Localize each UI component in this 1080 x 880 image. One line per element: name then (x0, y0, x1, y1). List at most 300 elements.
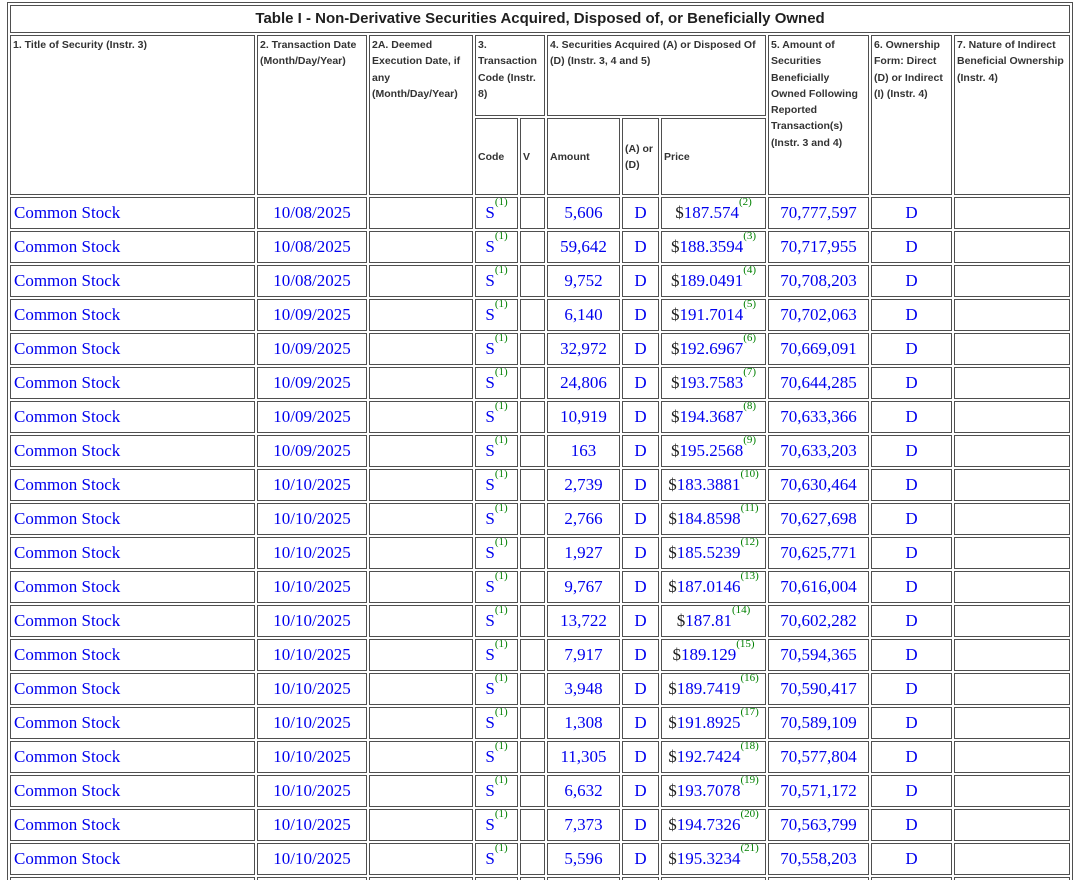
price-cell (661, 843, 766, 875)
transaction-code-cell (475, 741, 518, 773)
shares-owned-following: 70,669,091 (780, 339, 857, 358)
acquired-disposed-code: D (634, 203, 647, 222)
nature-of-ownership-cell (954, 299, 1070, 331)
amount-cell (547, 741, 620, 773)
ownership-form-cell (871, 401, 952, 433)
price-footnote-ref[interactable]: (2) (738, 197, 752, 209)
transaction-date: 10/10/2025 (273, 509, 351, 528)
shares-owned-cell (768, 333, 869, 365)
ownership-form-code: D (905, 237, 918, 256)
security-title-cell (10, 571, 255, 603)
transaction-code: S (485, 713, 495, 732)
shares-owned-cell (768, 537, 869, 569)
deemed-execution-date-cell (369, 809, 473, 841)
deemed-execution-date-cell (369, 707, 473, 739)
deemed-execution-date-cell (369, 673, 473, 705)
table-row (10, 605, 1070, 637)
shares-amount: 9,752 (564, 271, 603, 290)
transaction-code: S (485, 849, 495, 868)
transaction-code: S (485, 679, 495, 698)
table-body (10, 197, 1070, 875)
price-value: 187.81 (685, 611, 732, 630)
voluntary-cell (520, 265, 545, 297)
price-cell (661, 367, 766, 399)
security-title-cell (10, 809, 255, 841)
code-footnote-ref[interactable]: (1) (494, 265, 508, 277)
price-value: 195.3234 (676, 849, 741, 868)
transaction-date-cell (257, 401, 367, 433)
table-row (10, 333, 1070, 365)
transaction-date: 10/09/2025 (273, 373, 351, 392)
ownership-form-cell (871, 197, 952, 229)
transaction-date-cell (257, 571, 367, 603)
transaction-code-cell (475, 605, 518, 637)
transaction-date: 10/10/2025 (273, 475, 351, 494)
security-title-cell (10, 775, 255, 807)
shares-owned-following: 70,558,203 (780, 849, 857, 868)
code-footnote-ref[interactable]: (1) (494, 231, 508, 243)
code-footnote-ref[interactable]: (1) (494, 537, 508, 549)
shares-owned-cell (768, 503, 869, 535)
ownership-form-code: D (905, 543, 918, 562)
price-footnote-ref[interactable]: (15) (736, 639, 755, 651)
security-title: Common Stock (14, 203, 121, 222)
transaction-date-cell (257, 707, 367, 739)
shares-amount: 59,642 (560, 237, 607, 256)
price-cell (661, 639, 766, 671)
shares-owned-cell (768, 741, 869, 773)
transaction-date: 10/10/2025 (273, 713, 351, 732)
acquired-disposed-code: D (634, 645, 647, 664)
transaction-code: S (485, 577, 495, 596)
ownership-form-code: D (905, 747, 918, 766)
price-footnote-ref[interactable]: (4) (743, 265, 757, 277)
table-row (10, 401, 1070, 433)
shares-owned-cell (768, 673, 869, 705)
ownership-form-code: D (905, 713, 918, 732)
dollar-sign: $ (668, 713, 677, 732)
transaction-code: S (485, 339, 495, 358)
acquired-disposed-code: D (634, 271, 647, 290)
acquired-disposed-code: D (634, 577, 647, 596)
ownership-form-code: D (905, 441, 918, 460)
ownership-form-code: D (905, 373, 918, 392)
security-title: Common Stock (14, 441, 121, 460)
ownership-form-cell (871, 707, 952, 739)
security-title: Common Stock (14, 849, 121, 868)
price-value: 185.5239 (676, 543, 741, 562)
nature-of-ownership-cell (954, 469, 1070, 501)
transaction-code-cell (475, 843, 518, 875)
security-title: Common Stock (14, 679, 121, 698)
deemed-execution-date-cell (369, 265, 473, 297)
table-row (10, 435, 1070, 467)
amount-cell (547, 333, 620, 365)
col-header-nature-of-indirect: 7. Nature of Indirect Beneficial Ownership (Instr. 4) (954, 35, 1070, 195)
ownership-form-cell (871, 469, 952, 501)
acquired-disposed-cell (622, 401, 659, 433)
acquired-disposed-code: D (634, 611, 647, 630)
acquired-disposed-cell (622, 537, 659, 569)
security-title: Common Stock (14, 271, 121, 290)
shares-amount: 9,767 (564, 577, 603, 596)
price-value: 192.7424 (676, 747, 741, 766)
code-footnote-ref[interactable]: (1) (494, 707, 508, 719)
voluntary-cell (520, 367, 545, 399)
transaction-code-cell (475, 707, 518, 739)
shares-owned-cell (768, 401, 869, 433)
voluntary-cell (520, 401, 545, 433)
table-row (10, 299, 1070, 331)
ownership-form-code: D (905, 781, 918, 800)
table-row (10, 741, 1070, 773)
acquired-disposed-code: D (634, 679, 647, 698)
subheader-a-or-d: (A) or (D) (622, 118, 659, 195)
price-footnote-ref[interactable]: (9) (743, 435, 757, 447)
col-header-transaction-date: 2. Transaction Date (Month/Day/Year) (257, 35, 367, 195)
amount-cell (547, 469, 620, 501)
transaction-date: 10/10/2025 (273, 815, 351, 834)
table-row (10, 639, 1070, 671)
dollar-sign: $ (668, 815, 677, 834)
transaction-date-cell (257, 197, 367, 229)
nature-of-ownership-cell (954, 605, 1070, 637)
price-cell (661, 707, 766, 739)
acquired-disposed-cell (622, 231, 659, 263)
transaction-code-cell (475, 537, 518, 569)
col-header-securities-acquired-disposed: 4. Securities Acquired (A) or Disposed Of (D) (Instr. 3, 4 and 5) (547, 35, 766, 116)
transaction-code: S (485, 747, 495, 766)
dollar-sign: $ (670, 271, 680, 290)
transaction-date-cell (257, 809, 367, 841)
code-footnote-ref[interactable]: (1) (494, 333, 508, 345)
ownership-form-cell (871, 299, 952, 331)
transaction-date: 10/09/2025 (273, 407, 351, 426)
price-footnote-ref[interactable]: (5) (743, 299, 757, 311)
nature-of-ownership-cell (954, 707, 1070, 739)
shares-owned-following: 70,633,366 (780, 407, 857, 426)
table-row (10, 809, 1070, 841)
transaction-code: S (485, 203, 495, 222)
transaction-code-cell (475, 571, 518, 603)
nature-of-ownership-cell (954, 333, 1070, 365)
price-value: 189.129 (680, 645, 737, 664)
table-row (10, 537, 1070, 569)
table-row (10, 775, 1070, 807)
acquired-disposed-code: D (634, 373, 647, 392)
deemed-execution-date-cell (369, 605, 473, 637)
dollar-sign: $ (670, 305, 680, 324)
shares-amount: 5,606 (564, 203, 603, 222)
table-title: Table I - Non-Derivative Securities Acquired, Disposed of, or Beneficially Owned (10, 5, 1070, 33)
transaction-date: 10/09/2025 (273, 441, 351, 460)
price-footnote-ref[interactable]: (11) (740, 503, 759, 515)
security-title: Common Stock (14, 305, 121, 324)
transaction-date: 10/08/2025 (273, 271, 351, 290)
amount-cell (547, 299, 620, 331)
shares-owned-cell (768, 231, 869, 263)
security-title: Common Stock (14, 509, 121, 528)
table-row (10, 367, 1070, 399)
security-title-cell (10, 707, 255, 739)
transaction-date-cell (257, 435, 367, 467)
security-title: Common Stock (14, 475, 121, 494)
voluntary-cell (520, 333, 545, 365)
deemed-execution-date-cell (369, 469, 473, 501)
voluntary-cell (520, 809, 545, 841)
dollar-sign: $ (670, 407, 680, 426)
ownership-form-cell (871, 639, 952, 671)
nature-of-ownership-cell (954, 265, 1070, 297)
nature-of-ownership-cell (954, 673, 1070, 705)
shares-amount: 13,722 (560, 611, 607, 630)
transaction-code-cell (475, 367, 518, 399)
deemed-execution-date-cell (369, 197, 473, 229)
shares-owned-following: 70,616,004 (780, 577, 857, 596)
nature-of-ownership-cell (954, 741, 1070, 773)
transaction-code: S (485, 509, 495, 528)
price-footnote-ref[interactable]: (19) (740, 775, 759, 787)
acquired-disposed-cell (622, 197, 659, 229)
acquired-disposed-code: D (634, 339, 647, 358)
transaction-code: S (485, 407, 495, 426)
security-title-cell (10, 197, 255, 229)
code-footnote-ref[interactable]: (1) (494, 673, 508, 685)
code-footnote-ref[interactable]: (1) (494, 503, 508, 515)
voluntary-cell (520, 469, 545, 501)
price-footnote-ref[interactable]: (16) (740, 673, 759, 685)
security-title: Common Stock (14, 747, 121, 766)
deemed-execution-date-cell (369, 571, 473, 603)
subheader-code: Code (475, 118, 518, 195)
transaction-date-cell (257, 231, 367, 263)
amount-cell (547, 809, 620, 841)
dollar-sign: $ (670, 441, 680, 460)
nature-of-ownership-cell (954, 503, 1070, 535)
ownership-form-cell (871, 673, 952, 705)
price-footnote-ref[interactable]: (8) (743, 401, 757, 413)
transaction-code-cell (475, 639, 518, 671)
acquired-disposed-code: D (634, 237, 647, 256)
shares-owned-following: 70,589,109 (780, 713, 857, 732)
shares-owned-cell (768, 707, 869, 739)
security-title-cell (10, 469, 255, 501)
ownership-form-code: D (905, 339, 918, 358)
acquired-disposed-cell (622, 435, 659, 467)
price-cell (661, 197, 766, 229)
amount-cell (547, 639, 620, 671)
transaction-date-cell (257, 503, 367, 535)
dollar-sign: $ (668, 747, 677, 766)
security-title-cell (10, 537, 255, 569)
code-footnote-ref[interactable]: (1) (494, 367, 508, 379)
acquired-disposed-code: D (634, 441, 647, 460)
shares-amount: 7,917 (564, 645, 603, 664)
shares-amount: 6,140 (564, 305, 603, 324)
security-title: Common Stock (14, 237, 121, 256)
shares-owned-following: 70,625,771 (780, 543, 857, 562)
price-footnote-ref[interactable]: (7) (743, 367, 757, 379)
amount-cell (547, 231, 620, 263)
ownership-form-cell (871, 231, 952, 263)
price-cell (661, 435, 766, 467)
table-title-row (10, 5, 1070, 33)
security-title-cell (10, 639, 255, 671)
dollar-sign: $ (670, 237, 680, 256)
col-header-deemed-execution-date: 2A. Deemed Execution Date, if any (Month/Day/Year) (369, 35, 473, 195)
price-footnote-ref[interactable]: (6) (743, 333, 757, 345)
acquired-disposed-code: D (634, 407, 647, 426)
code-footnote-ref[interactable]: (1) (494, 299, 508, 311)
acquired-disposed-cell (622, 775, 659, 807)
price-footnote-ref[interactable]: (14) (731, 605, 751, 617)
price-footnote-ref[interactable]: (3) (743, 231, 757, 243)
transaction-date: 10/10/2025 (273, 747, 351, 766)
dollar-sign: $ (676, 611, 686, 630)
price-cell (661, 809, 766, 841)
shares-amount: 2,766 (564, 509, 603, 528)
price-footnote-ref[interactable]: (13) (740, 571, 759, 583)
voluntary-cell (520, 537, 545, 569)
shares-owned-following: 70,777,597 (780, 203, 857, 222)
price-value: 193.7078 (676, 781, 741, 800)
dollar-sign: $ (672, 645, 681, 664)
price-value: 189.7419 (676, 679, 741, 698)
amount-cell (547, 265, 620, 297)
shares-owned-following: 70,644,285 (780, 373, 857, 392)
voluntary-cell (520, 299, 545, 331)
price-cell (661, 401, 766, 433)
price-cell (661, 503, 766, 535)
dollar-sign: $ (668, 781, 677, 800)
transaction-date: 10/09/2025 (273, 305, 351, 324)
code-footnote-ref[interactable]: (1) (494, 197, 508, 209)
price-footnote-ref[interactable]: (10) (740, 469, 759, 481)
shares-owned-cell (768, 299, 869, 331)
acquired-disposed-cell (622, 707, 659, 739)
transaction-date: 10/10/2025 (273, 849, 351, 868)
shares-owned-following: 70,708,203 (780, 271, 857, 290)
transaction-code-cell (475, 197, 518, 229)
code-footnote-ref[interactable]: (1) (494, 401, 508, 413)
ownership-form-code: D (905, 203, 918, 222)
price-footnote-ref[interactable]: (20) (740, 809, 759, 821)
amount-cell (547, 571, 620, 603)
security-title: Common Stock (14, 373, 121, 392)
deemed-execution-date-cell (369, 503, 473, 535)
voluntary-cell (520, 673, 545, 705)
table-row (10, 673, 1070, 705)
code-footnote-ref[interactable]: (1) (494, 639, 508, 651)
ownership-form-cell (871, 265, 952, 297)
price-cell (661, 741, 766, 773)
voluntary-cell (520, 571, 545, 603)
deemed-execution-date-cell (369, 333, 473, 365)
price-footnote-ref[interactable]: (18) (740, 741, 759, 753)
transaction-code-cell (475, 469, 518, 501)
table-row (10, 571, 1070, 603)
shares-owned-cell (768, 843, 869, 875)
code-footnote-ref[interactable]: (1) (494, 775, 508, 787)
acquired-disposed-code: D (634, 509, 647, 528)
code-footnote-ref[interactable]: (1) (494, 605, 508, 617)
price-footnote-ref[interactable]: (21) (740, 843, 759, 855)
security-title: Common Stock (14, 611, 121, 630)
price-value: 187.574 (683, 203, 739, 222)
price-value: 194.7326 (676, 815, 741, 834)
dollar-sign: $ (668, 543, 677, 562)
acquired-disposed-cell (622, 503, 659, 535)
code-footnote-ref[interactable]: (1) (494, 571, 508, 583)
security-title: Common Stock (14, 645, 121, 664)
dollar-sign: $ (670, 373, 680, 392)
transaction-code-cell (475, 435, 518, 467)
security-title-cell (10, 401, 255, 433)
code-footnote-ref[interactable]: (1) (494, 469, 508, 481)
shares-owned-cell (768, 197, 869, 229)
dollar-sign: $ (668, 679, 677, 698)
shares-owned-following: 70,577,804 (780, 747, 857, 766)
dollar-sign: $ (670, 339, 680, 358)
price-footnote-ref[interactable]: (12) (740, 537, 759, 549)
ownership-form-cell (871, 333, 952, 365)
dollar-sign: $ (668, 849, 677, 868)
transaction-date: 10/10/2025 (273, 577, 351, 596)
non-derivative-securities-table (7, 2, 1073, 880)
shares-owned-following: 70,594,365 (780, 645, 857, 664)
acquired-disposed-code: D (634, 305, 647, 324)
price-footnote-ref[interactable]: (17) (740, 707, 759, 719)
ownership-form-code: D (905, 577, 918, 596)
price-value: 183.3881 (676, 475, 741, 494)
shares-amount: 32,972 (560, 339, 607, 358)
acquired-disposed-cell (622, 673, 659, 705)
amount-cell (547, 605, 620, 637)
code-footnote-ref[interactable]: (1) (494, 809, 508, 821)
transaction-code: S (485, 441, 495, 460)
transaction-code: S (485, 237, 495, 256)
security-title: Common Stock (14, 543, 121, 562)
amount-cell (547, 843, 620, 875)
shares-owned-cell (768, 571, 869, 603)
transaction-date-cell (257, 367, 367, 399)
deemed-execution-date-cell (369, 231, 473, 263)
nature-of-ownership-cell (954, 197, 1070, 229)
transaction-date-cell (257, 469, 367, 501)
security-title: Common Stock (14, 815, 121, 834)
acquired-disposed-code: D (634, 849, 647, 868)
ownership-form-cell (871, 435, 952, 467)
table-row (10, 231, 1070, 263)
ownership-form-code: D (905, 271, 918, 290)
price-cell (661, 673, 766, 705)
code-footnote-ref[interactable]: (1) (494, 843, 508, 855)
shares-owned-cell (768, 367, 869, 399)
transaction-date-cell (257, 265, 367, 297)
amount-cell (547, 503, 620, 535)
acquired-disposed-cell (622, 741, 659, 773)
subheader-price: Price (661, 118, 766, 195)
col-header-title-of-security: 1. Title of Security (Instr. 3) (10, 35, 255, 195)
code-footnote-ref[interactable]: (1) (494, 435, 508, 447)
dollar-sign: $ (675, 203, 684, 222)
table-row (10, 197, 1070, 229)
amount-cell (547, 775, 620, 807)
transaction-date-cell (257, 299, 367, 331)
shares-owned-cell (768, 469, 869, 501)
price-cell (661, 775, 766, 807)
code-footnote-ref[interactable]: (1) (494, 741, 508, 753)
